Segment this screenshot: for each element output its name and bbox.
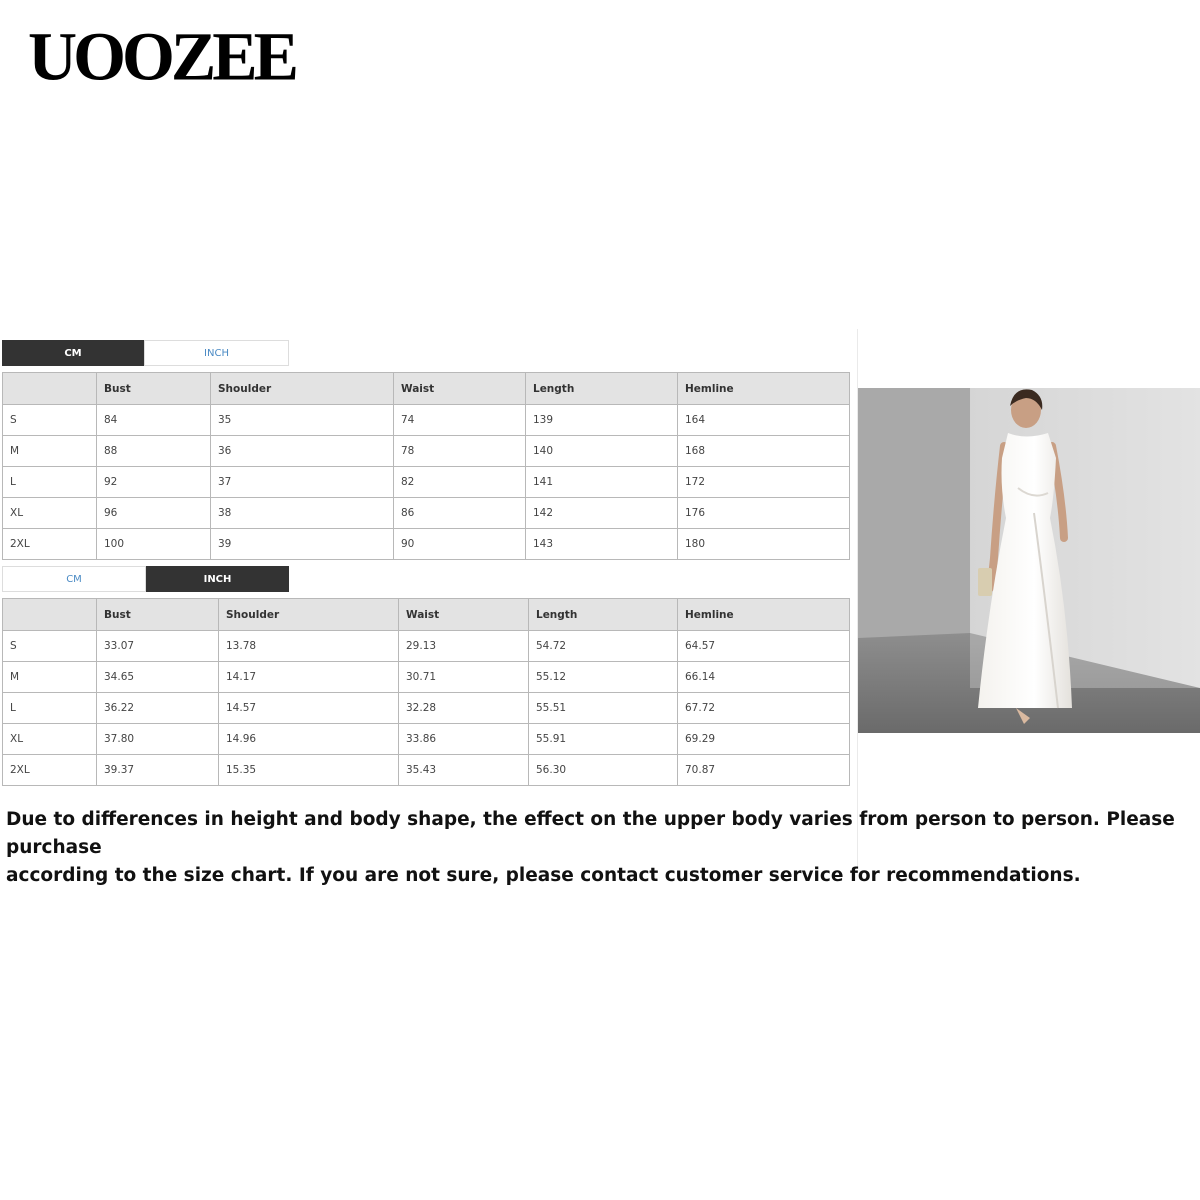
size-table-cm — [2, 372, 850, 560]
table-cell: 86 — [394, 498, 526, 529]
tab-inch[interactable]: INCH — [144, 340, 289, 366]
unit-tabs-cm-table — [2, 340, 289, 366]
size-cell: 2XL — [3, 755, 97, 786]
header-length: Length — [526, 373, 678, 405]
brand-logo: UOOZEE — [28, 17, 295, 95]
table-row — [3, 529, 850, 560]
size-cell: S — [3, 405, 97, 436]
table-cell: 64.57 — [678, 631, 850, 662]
table-cell: 29.13 — [399, 631, 529, 662]
table-header-row — [3, 599, 850, 631]
table-cell: 15.35 — [219, 755, 399, 786]
note-line-1: Due to differences in height and body shape, the effect on the upper body varies from person to person. Please purchase — [6, 809, 1175, 858]
table-cell: 141 — [526, 467, 678, 498]
product-photo — [858, 388, 1200, 733]
table-row — [3, 467, 850, 498]
table-cell: 84 — [97, 405, 211, 436]
table-row — [3, 693, 850, 724]
size-advice-note — [6, 806, 1186, 890]
table-cell: 36 — [211, 436, 394, 467]
size-cell: L — [3, 467, 97, 498]
size-cell: XL — [3, 724, 97, 755]
table-cell: 55.91 — [529, 724, 678, 755]
header-length: Length — [529, 599, 678, 631]
table-cell: 38 — [211, 498, 394, 529]
header-bust: Bust — [97, 599, 219, 631]
table-cell: 54.72 — [529, 631, 678, 662]
note-line-2: according to the size chart. If you are not sure, please contact customer service for recommendations. — [6, 865, 1081, 886]
header-bust: Bust — [97, 373, 211, 405]
table-cell: 96 — [97, 498, 211, 529]
table-cell: 180 — [678, 529, 850, 560]
table-cell: 69.29 — [678, 724, 850, 755]
table-cell: 70.87 — [678, 755, 850, 786]
table-cell: 143 — [526, 529, 678, 560]
table-cell: 92 — [97, 467, 211, 498]
table-cell: 140 — [526, 436, 678, 467]
table-row — [3, 631, 850, 662]
table-cell: 33.86 — [399, 724, 529, 755]
table-header-row — [3, 373, 850, 405]
header-hemline: Hemline — [678, 373, 850, 405]
table-cell: 36.22 — [97, 693, 219, 724]
table-cell: 90 — [394, 529, 526, 560]
table-cell: 67.72 — [678, 693, 850, 724]
table-cell: 30.71 — [399, 662, 529, 693]
tab-inch[interactable]: INCH — [146, 566, 289, 592]
table-row — [3, 662, 850, 693]
header-hemline: Hemline — [678, 599, 850, 631]
table-cell: 142 — [526, 498, 678, 529]
table-cell: 66.14 — [678, 662, 850, 693]
table-row — [3, 724, 850, 755]
size-cell: 2XL — [3, 529, 97, 560]
table-cell: 37 — [211, 467, 394, 498]
table-cell: 14.57 — [219, 693, 399, 724]
size-cell: M — [3, 436, 97, 467]
table-cell: 55.12 — [529, 662, 678, 693]
table-cell: 74 — [394, 405, 526, 436]
header-shoulder: Shoulder — [219, 599, 399, 631]
table-cell: 14.17 — [219, 662, 399, 693]
table-cell: 34.65 — [97, 662, 219, 693]
size-chart-panel — [0, 329, 858, 869]
table-cell: 176 — [678, 498, 850, 529]
table-cell: 78 — [394, 436, 526, 467]
header-cell — [3, 599, 97, 631]
size-cell: XL — [3, 498, 97, 529]
table-cell: 33.07 — [97, 631, 219, 662]
table-cell: 39.37 — [97, 755, 219, 786]
table-row — [3, 498, 850, 529]
tab-cm[interactable]: CM — [2, 566, 146, 592]
table-cell: 32.28 — [399, 693, 529, 724]
unit-tabs-inch-table — [2, 566, 289, 592]
table-cell: 82 — [394, 467, 526, 498]
tab-cm[interactable]: CM — [2, 340, 144, 366]
header-waist: Waist — [394, 373, 526, 405]
header-cell — [3, 373, 97, 405]
table-cell: 14.96 — [219, 724, 399, 755]
table-cell: 168 — [678, 436, 850, 467]
table-cell: 55.51 — [529, 693, 678, 724]
table-row — [3, 755, 850, 786]
table-cell: 172 — [678, 467, 850, 498]
size-table-inch — [2, 598, 850, 786]
table-row — [3, 405, 850, 436]
table-cell: 164 — [678, 405, 850, 436]
header-shoulder: Shoulder — [211, 373, 394, 405]
table-cell: 88 — [97, 436, 211, 467]
table-row — [3, 436, 850, 467]
size-cell: M — [3, 662, 97, 693]
size-cell: L — [3, 693, 97, 724]
table-cell: 37.80 — [97, 724, 219, 755]
table-cell: 13.78 — [219, 631, 399, 662]
table-cell: 35.43 — [399, 755, 529, 786]
table-cell: 56.30 — [529, 755, 678, 786]
size-cell: S — [3, 631, 97, 662]
table-cell: 100 — [97, 529, 211, 560]
table-cell: 139 — [526, 405, 678, 436]
header-waist: Waist — [399, 599, 529, 631]
table-cell: 35 — [211, 405, 394, 436]
table-cell: 39 — [211, 529, 394, 560]
